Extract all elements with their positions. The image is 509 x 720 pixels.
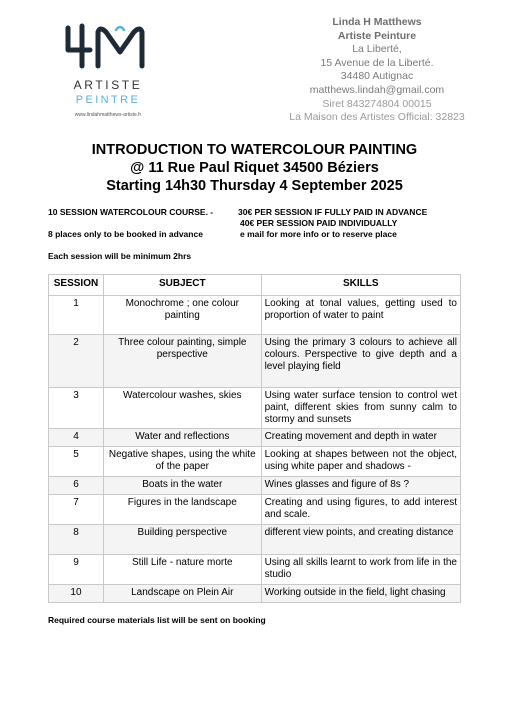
session-subject: Water and reflections bbox=[103, 429, 261, 447]
header-subject: SUBJECT bbox=[103, 275, 261, 296]
contact-role: Artiste Peinture bbox=[337, 29, 417, 42]
session-skills: Wines glasses and figure of 8s ? bbox=[261, 477, 460, 495]
session-number: 4 bbox=[49, 429, 104, 447]
logo-url: www.lindahmatthews-artiste.fr bbox=[74, 112, 142, 118]
contact-block bbox=[262, 16, 492, 125]
table-row bbox=[49, 525, 461, 555]
table-row bbox=[49, 585, 461, 603]
course-description: 10 SESSION WATERCOLOUR COURSE. - bbox=[48, 207, 214, 217]
session-skills: Looking at tonal values, getting used to proportion of water to paint bbox=[261, 296, 460, 335]
header-skills: SKILLS bbox=[261, 275, 460, 296]
session-skills: Using the primary 3 colours to achieve all colours. Perspective to give depth and a level playing field bbox=[261, 335, 460, 388]
session-skills: different view points, and creating distance bbox=[261, 525, 460, 555]
contact-maison: La Maison des Artistes Official: 32823 bbox=[289, 111, 465, 124]
duration-note: Each session will be minimum 2hrs bbox=[48, 251, 192, 261]
table-row bbox=[49, 555, 461, 585]
table-header-row bbox=[49, 275, 461, 296]
contact-address-2: 15 Avenue de la Liberté. bbox=[320, 56, 434, 69]
table-row bbox=[49, 477, 461, 495]
logo-artiste-text: ARTISTE bbox=[73, 78, 143, 92]
session-subject: Monochrome ; one colour painting bbox=[103, 296, 261, 335]
places-note: 8 places only to be booked in advance bbox=[48, 229, 203, 239]
table-row bbox=[49, 335, 461, 388]
table-row bbox=[49, 429, 461, 447]
logo-4m-mark bbox=[64, 22, 154, 72]
session-number: 3 bbox=[49, 388, 104, 429]
session-skills: Using all skills learnt to work from life in the studio bbox=[261, 555, 460, 585]
session-subject: Boats in the water bbox=[103, 477, 261, 495]
table-row bbox=[49, 388, 461, 429]
session-subject: Landscape on Plein Air bbox=[103, 585, 261, 603]
session-number: 6 bbox=[49, 477, 104, 495]
email-note: e mail for more info or to reserve place bbox=[240, 229, 397, 239]
session-skills: Using water surface tension to control wet paint, different skies from sunny calm to stormy and sunsets bbox=[261, 388, 460, 429]
session-skills: Looking at shapes between not the object, using white paper and shadows - bbox=[261, 447, 460, 477]
session-number: 7 bbox=[49, 495, 104, 525]
logo-peintre-text: PEINTRE bbox=[75, 94, 141, 106]
contact-email: matthews.lindah@gmail.com bbox=[309, 83, 445, 96]
table-row bbox=[49, 495, 461, 525]
session-subject: Negative shapes, using the white of the paper bbox=[103, 447, 261, 477]
contact-address-3: 34480 Autignac bbox=[340, 70, 414, 83]
session-subject: Still Life - nature morte bbox=[103, 555, 261, 585]
session-number: 1 bbox=[49, 296, 104, 335]
table-row bbox=[49, 447, 461, 477]
contact-address-1: La Liberté, bbox=[352, 43, 402, 56]
sessions-table bbox=[48, 274, 461, 603]
session-subject: Three colour painting, simple perspective bbox=[103, 335, 261, 388]
session-number: 2 bbox=[49, 335, 104, 388]
price-advance: 30€ PER SESSION IF FULLY PAID IN ADVANCE bbox=[238, 207, 428, 217]
session-skills: Creating and using figures, to add interest and scale. bbox=[261, 495, 460, 525]
logo bbox=[60, 22, 160, 122]
contact-name: Linda H Matthews bbox=[332, 16, 422, 28]
session-number: 5 bbox=[49, 447, 104, 477]
session-number: 9 bbox=[49, 555, 104, 585]
session-number: 8 bbox=[49, 525, 104, 555]
session-subject: Building perspective bbox=[103, 525, 261, 555]
materials-note: Required course materials list will be sent on booking bbox=[48, 615, 266, 625]
header-session: SESSION bbox=[49, 275, 104, 296]
price-individual: 40€ PER SESSION PAID INDIVIDUALLY bbox=[240, 218, 398, 228]
contact-siret: Siret 843274804 00015 bbox=[322, 97, 432, 110]
table-row bbox=[49, 296, 461, 335]
title-line-1: INTRODUCTION TO WATERCOLOUR PAINTING bbox=[91, 142, 418, 158]
session-subject: Watercolour washes, skies bbox=[103, 388, 261, 429]
session-skills: Creating movement and depth in water bbox=[261, 429, 460, 447]
session-skills: Working outside in the field, light chasing bbox=[261, 585, 460, 603]
title-line-3: Starting 14h30 Thursday 4 September 2025 bbox=[106, 178, 403, 194]
title-line-2: @ 11 Rue Paul Riquet 34500 Béziers bbox=[130, 160, 379, 176]
session-subject: Figures in the landscape bbox=[103, 495, 261, 525]
session-number: 10 bbox=[49, 585, 104, 603]
